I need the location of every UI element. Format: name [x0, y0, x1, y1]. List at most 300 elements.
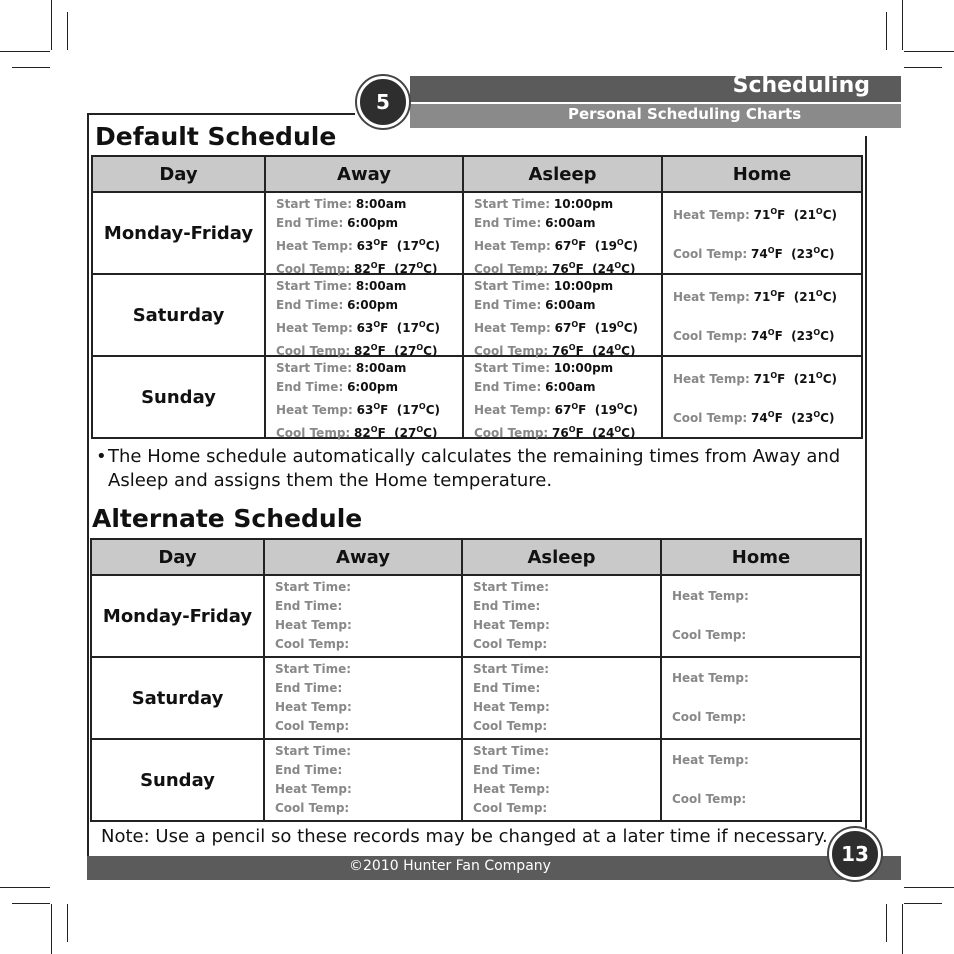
field-label: Start Time:	[474, 197, 551, 211]
field-label: Cool Temp:	[672, 792, 747, 806]
crop-mark	[902, 904, 903, 954]
celsius-unit: C	[423, 426, 432, 440]
field-label: Start Time:	[275, 580, 352, 594]
degree-symbol: O	[616, 320, 624, 329]
celsius-value: 27	[399, 426, 417, 440]
schedule-line	[473, 698, 660, 717]
table-row	[91, 575, 861, 657]
table-row	[92, 356, 862, 438]
degree-symbol: O	[416, 425, 424, 434]
crop-mark	[904, 51, 954, 52]
field-value: 10:00pm	[553, 197, 614, 211]
celsius-unit: C	[623, 321, 633, 335]
celsius-unit: C	[621, 426, 630, 440]
section-heading: Scheduling	[732, 73, 870, 98]
field-label: End Time:	[473, 763, 541, 777]
fahrenheit-value: 71	[753, 372, 771, 386]
column-header-asleep: Asleep	[462, 539, 661, 575]
crop-mark	[51, 904, 52, 954]
degree-symbol: O	[767, 328, 775, 337]
day-cell: Monday-Friday	[91, 575, 264, 657]
degree-symbol: O	[614, 261, 622, 270]
temperature-value: $74^OF$ $(23^OC)$	[751, 246, 835, 261]
celsius-unit: C	[425, 321, 435, 335]
schedule-line	[673, 405, 861, 428]
schedule-line	[474, 195, 661, 214]
schedule-line	[474, 378, 661, 397]
column-header-home: Home	[662, 156, 862, 192]
schedule-line	[673, 366, 861, 389]
fahrenheit-value: 63	[356, 321, 374, 335]
schedule-line	[473, 799, 660, 818]
schedule-line	[275, 616, 461, 635]
field-value: 8:00am	[355, 361, 407, 375]
home-schedule-note-text: The Home schedule automatically calculates the remaining times from Away and Asleep and assigns them the Home temperature.	[108, 446, 841, 491]
fahrenheit-unit: F	[377, 344, 386, 358]
field-label: Heat Temp:	[474, 239, 551, 253]
frame-left-line	[87, 113, 89, 856]
fahrenheit-value: 76	[552, 262, 569, 276]
celsius-unit: C	[820, 247, 829, 261]
field-label: Start Time:	[276, 197, 353, 211]
period-details	[463, 741, 660, 819]
celsius-unit: C	[423, 344, 432, 358]
field-label: Heat Temp:	[474, 321, 551, 335]
bullet-icon: •	[96, 446, 107, 467]
crop-mark	[51, 0, 52, 50]
schedule-line	[474, 397, 661, 420]
field-label: Cool Temp:	[275, 801, 350, 815]
fahrenheit-value: 67	[554, 403, 572, 417]
celsius-unit: C	[623, 403, 633, 417]
table-row	[91, 739, 861, 821]
schedule-line	[473, 761, 660, 780]
crop-mark	[0, 51, 50, 52]
celsius-value: 24	[597, 262, 615, 276]
celsius-value: 27	[399, 262, 417, 276]
copyright-text: ©2010 Hunter Fan Company	[349, 858, 551, 874]
field-label: Heat Temp:	[673, 290, 750, 304]
field-label: End Time:	[276, 298, 344, 312]
field-value: 8:00am	[355, 197, 407, 211]
table-header-row	[91, 539, 861, 575]
schedule-line	[473, 780, 660, 799]
column-header-day: Day	[92, 156, 265, 192]
field-label: Cool Temp:	[474, 344, 549, 358]
column-header-home: Home	[661, 539, 861, 575]
schedule-line	[276, 359, 462, 378]
field-label: Cool Temp:	[673, 411, 748, 425]
schedule-line	[275, 799, 461, 818]
field-label: Heat Temp:	[276, 403, 353, 417]
field-value: 6:00pm	[347, 298, 399, 312]
field-label: End Time:	[275, 763, 343, 777]
home-cell	[661, 657, 861, 739]
temperature-value: $71^OF$ $(21^OC)$	[753, 371, 838, 386]
field-label: End Time:	[474, 380, 542, 394]
fahrenheit-value: 74	[751, 247, 768, 261]
schedule-line	[673, 202, 861, 225]
celsius-unit: C	[623, 239, 633, 253]
field-value: 6:00pm	[347, 380, 399, 394]
celsius-unit: C	[621, 262, 630, 276]
period-details	[463, 577, 660, 655]
crop-mark	[904, 903, 942, 904]
fahrenheit-unit: F	[578, 321, 587, 335]
schedule-line	[473, 660, 660, 679]
frame-right-line	[865, 136, 867, 836]
away-cell	[265, 274, 463, 356]
temperature-value: $82^OF$ $(27^OC)$	[354, 261, 438, 276]
celsius-value: 21	[799, 290, 816, 304]
schedule-line	[275, 780, 461, 799]
degree-symbol: O	[767, 410, 775, 419]
schedule-line	[474, 277, 661, 296]
asleep-cell	[463, 192, 662, 274]
schedule-line	[672, 626, 860, 645]
schedule-line	[275, 698, 461, 717]
schedule-line	[474, 338, 661, 361]
period-details	[266, 358, 462, 440]
celsius-value: 23	[796, 411, 814, 425]
degree-symbol: O	[767, 246, 775, 255]
table-row	[91, 657, 861, 739]
field-label: Start Time:	[473, 662, 550, 676]
field-label: Heat Temp:	[673, 372, 750, 386]
default-schedule-title: Default Schedule	[95, 122, 337, 151]
home-details	[662, 659, 860, 737]
celsius-value: 19	[600, 239, 617, 253]
schedule-line	[673, 284, 861, 307]
field-label: Cool Temp:	[276, 344, 351, 358]
pencil-note: Note: Use a pencil so these records may be changed at a later time if necessary.	[101, 826, 828, 847]
field-label: End Time:	[275, 599, 343, 613]
degree-symbol: O	[614, 425, 622, 434]
schedule-line	[275, 742, 461, 761]
crop-mark	[886, 904, 887, 942]
fahrenheit-unit: F	[575, 426, 584, 440]
day-cell: Monday-Friday	[92, 192, 265, 274]
degree-symbol: O	[813, 328, 821, 337]
fahrenheit-unit: F	[774, 411, 783, 425]
schedule-line	[672, 669, 860, 688]
celsius-unit: C	[425, 403, 435, 417]
period-details	[265, 659, 461, 737]
degree-symbol: O	[770, 371, 778, 380]
period-details	[464, 194, 661, 276]
schedule-line	[276, 256, 462, 279]
field-label: Cool Temp:	[473, 801, 548, 815]
celsius-unit: C	[820, 411, 829, 425]
home-cell	[661, 739, 861, 821]
fahrenheit-unit: F	[380, 239, 389, 253]
away-cell	[264, 575, 462, 657]
schedule-line	[276, 315, 462, 338]
field-label: Cool Temp:	[275, 719, 350, 733]
degree-symbol: O	[370, 343, 378, 352]
asleep-cell	[462, 657, 661, 739]
field-label: Heat Temp:	[473, 618, 550, 632]
degree-symbol: O	[813, 410, 821, 419]
field-label: Heat Temp:	[275, 618, 352, 632]
period-details	[463, 659, 660, 737]
schedule-line	[276, 420, 462, 443]
schedule-line	[275, 679, 461, 698]
celsius-value: 19	[600, 321, 617, 335]
field-label: Heat Temp:	[275, 700, 352, 714]
schedule-line	[275, 660, 461, 679]
schedule-line	[474, 214, 661, 233]
temperature-value: $67^OF$ $(19^OC)$	[554, 320, 639, 335]
schedule-line	[473, 597, 660, 616]
crop-mark	[902, 0, 903, 50]
column-header-day: Day	[91, 539, 264, 575]
fahrenheit-unit: F	[774, 247, 783, 261]
schedule-line	[276, 214, 462, 233]
period-details	[265, 577, 461, 655]
temperature-value: $71^OF$ $(21^OC)$	[753, 207, 838, 222]
field-label: Heat Temp:	[672, 589, 749, 603]
degree-symbol: O	[616, 238, 624, 247]
fahrenheit-value: 82	[354, 262, 371, 276]
field-label: Cool Temp:	[275, 637, 350, 651]
fahrenheit-value: 74	[751, 329, 768, 343]
fahrenheit-value: 63	[356, 239, 374, 253]
degree-symbol: O	[568, 261, 576, 270]
temperature-value: $63^OF$ $(17^OC)$	[356, 320, 441, 335]
period-details	[265, 741, 461, 819]
column-header-asleep: Asleep	[463, 156, 662, 192]
degree-symbol: O	[373, 238, 381, 247]
fahrenheit-unit: F	[377, 262, 386, 276]
celsius-value: 17	[402, 321, 419, 335]
crop-mark	[12, 903, 50, 904]
field-label: End Time:	[473, 599, 541, 613]
temperature-value: $82^OF$ $(27^OC)$	[354, 343, 438, 358]
fahrenheit-value: 82	[354, 426, 371, 440]
field-label: Cool Temp:	[474, 426, 549, 440]
crop-mark	[0, 887, 50, 888]
crop-mark	[67, 12, 68, 50]
table-header-row	[92, 156, 862, 192]
column-header-away: Away	[264, 539, 462, 575]
schedule-line	[276, 296, 462, 315]
degree-symbol: O	[373, 320, 381, 329]
celsius-value: 21	[799, 372, 816, 386]
field-label: End Time:	[276, 216, 344, 230]
celsius-value: 27	[399, 344, 417, 358]
temperature-value: $63^OF$ $(17^OC)$	[356, 402, 441, 417]
fahrenheit-unit: F	[575, 344, 584, 358]
field-value: 6:00pm	[347, 216, 399, 230]
field-label: Start Time:	[275, 744, 352, 758]
schedule-line	[473, 742, 660, 761]
schedule-line	[276, 397, 462, 420]
degree-symbol: O	[418, 238, 426, 247]
fahrenheit-value: 74	[751, 411, 768, 425]
schedule-line	[276, 338, 462, 361]
fahrenheit-value: 71	[753, 290, 771, 304]
field-label: Start Time:	[474, 279, 551, 293]
field-label: Start Time:	[276, 279, 353, 293]
away-cell	[265, 192, 463, 274]
fahrenheit-unit: F	[777, 290, 786, 304]
schedule-line	[275, 597, 461, 616]
asleep-cell	[462, 739, 661, 821]
fahrenheit-value: 67	[554, 321, 572, 335]
field-value: 6:00am	[545, 380, 596, 394]
home-cell	[662, 356, 862, 438]
fahrenheit-value: 76	[552, 344, 569, 358]
field-label: Cool Temp:	[474, 262, 549, 276]
home-cell	[662, 274, 862, 356]
field-label: Cool Temp:	[473, 637, 548, 651]
temperature-value: $74^OF$ $(23^OC)$	[751, 328, 835, 343]
degree-symbol: O	[418, 320, 426, 329]
schedule-line	[672, 751, 860, 770]
field-label: Start Time:	[276, 361, 353, 375]
celsius-value: 23	[796, 247, 814, 261]
field-label: Start Time:	[473, 580, 550, 594]
degree-symbol: O	[370, 425, 378, 434]
degree-symbol: O	[373, 402, 381, 411]
home-details	[663, 276, 861, 354]
schedule-line	[276, 378, 462, 397]
home-cell	[661, 575, 861, 657]
fahrenheit-value: 82	[354, 344, 371, 358]
celsius-value: 24	[597, 344, 615, 358]
field-value: 10:00pm	[553, 279, 614, 293]
schedule-line	[276, 277, 462, 296]
day-cell: Saturday	[92, 274, 265, 356]
field-label: Heat Temp:	[672, 753, 749, 767]
period-details	[464, 358, 661, 440]
schedule-line	[672, 790, 860, 809]
fahrenheit-value: 76	[552, 426, 569, 440]
table-row	[92, 274, 862, 356]
field-label: Heat Temp:	[673, 208, 750, 222]
crop-mark	[904, 887, 954, 888]
fahrenheit-unit: F	[578, 239, 587, 253]
crop-mark	[12, 67, 50, 68]
alternate-schedule-table	[90, 538, 862, 822]
frame-top-line	[87, 113, 355, 115]
field-label: End Time:	[276, 380, 344, 394]
temperature-value: $67^OF$ $(19^OC)$	[554, 238, 639, 253]
default-schedule-table	[91, 155, 863, 439]
day-cell: Sunday	[91, 739, 264, 821]
degree-symbol: O	[815, 289, 823, 298]
alternate-schedule-title: Alternate Schedule	[92, 504, 363, 533]
crop-mark	[904, 67, 942, 68]
degree-symbol: O	[370, 261, 378, 270]
degree-symbol: O	[416, 343, 424, 352]
field-label: Start Time:	[275, 662, 352, 676]
celsius-value: 17	[402, 239, 419, 253]
schedule-line	[474, 359, 661, 378]
celsius-unit: C	[822, 290, 832, 304]
schedule-line	[474, 420, 661, 443]
fahrenheit-value: 67	[554, 239, 572, 253]
field-label: Cool Temp:	[473, 719, 548, 733]
schedule-line	[474, 315, 661, 338]
celsius-unit: C	[621, 344, 630, 358]
degree-symbol: O	[614, 343, 622, 352]
fahrenheit-value: 71	[753, 208, 771, 222]
degree-symbol: O	[813, 246, 821, 255]
fahrenheit-unit: F	[380, 403, 389, 417]
asleep-cell	[463, 274, 662, 356]
fahrenheit-unit: F	[777, 208, 786, 222]
temperature-value: $71^OF$ $(21^OC)$	[753, 289, 838, 304]
field-value: 6:00am	[545, 216, 596, 230]
field-label: End Time:	[474, 298, 542, 312]
fahrenheit-unit: F	[377, 426, 386, 440]
schedule-line	[473, 717, 660, 736]
temperature-value: $76^OF$ $(24^OC)$	[552, 261, 636, 276]
celsius-unit: C	[423, 262, 432, 276]
degree-symbol: O	[815, 371, 823, 380]
degree-symbol: O	[568, 425, 576, 434]
celsius-unit: C	[820, 329, 829, 343]
field-label: Heat Temp:	[275, 782, 352, 796]
fahrenheit-unit: F	[575, 262, 584, 276]
period-details	[266, 276, 462, 358]
period-details	[464, 276, 661, 358]
schedule-line	[474, 296, 661, 315]
fahrenheit-unit: F	[777, 372, 786, 386]
home-details	[662, 741, 860, 819]
away-cell	[264, 739, 462, 821]
celsius-unit: C	[822, 372, 832, 386]
home-details	[663, 194, 861, 272]
home-cell	[662, 192, 862, 274]
field-label: Cool Temp:	[672, 628, 747, 642]
schedule-line	[276, 195, 462, 214]
away-cell	[264, 657, 462, 739]
field-label: Cool Temp:	[276, 426, 351, 440]
fahrenheit-unit: F	[380, 321, 389, 335]
field-value: 8:00am	[355, 279, 407, 293]
home-details	[662, 577, 860, 655]
temperature-value: $74^OF$ $(23^OC)$	[751, 410, 835, 425]
field-label: End Time:	[474, 216, 542, 230]
crop-mark	[886, 12, 887, 50]
degree-symbol: O	[568, 343, 576, 352]
temperature-value: $76^OF$ $(24^OC)$	[552, 425, 636, 440]
chapter-badge: 5	[357, 76, 409, 128]
field-label: Heat Temp:	[474, 403, 551, 417]
field-label: Start Time:	[474, 361, 551, 375]
field-label: Heat Temp:	[276, 321, 353, 335]
asleep-cell	[463, 356, 662, 438]
day-cell: Sunday	[92, 356, 265, 438]
field-label: End Time:	[473, 681, 541, 695]
degree-symbol: O	[571, 402, 579, 411]
field-label: End Time:	[275, 681, 343, 695]
schedule-line	[275, 761, 461, 780]
field-label: Heat Temp:	[473, 782, 550, 796]
temperature-value: $67^OF$ $(19^OC)$	[554, 402, 639, 417]
period-details	[266, 194, 462, 276]
celsius-value: 19	[600, 403, 617, 417]
day-cell: Saturday	[91, 657, 264, 739]
field-label: Cool Temp:	[276, 262, 351, 276]
celsius-value: 21	[799, 208, 816, 222]
schedule-line	[276, 233, 462, 256]
field-label: Heat Temp:	[276, 239, 353, 253]
home-schedule-note	[96, 445, 862, 493]
